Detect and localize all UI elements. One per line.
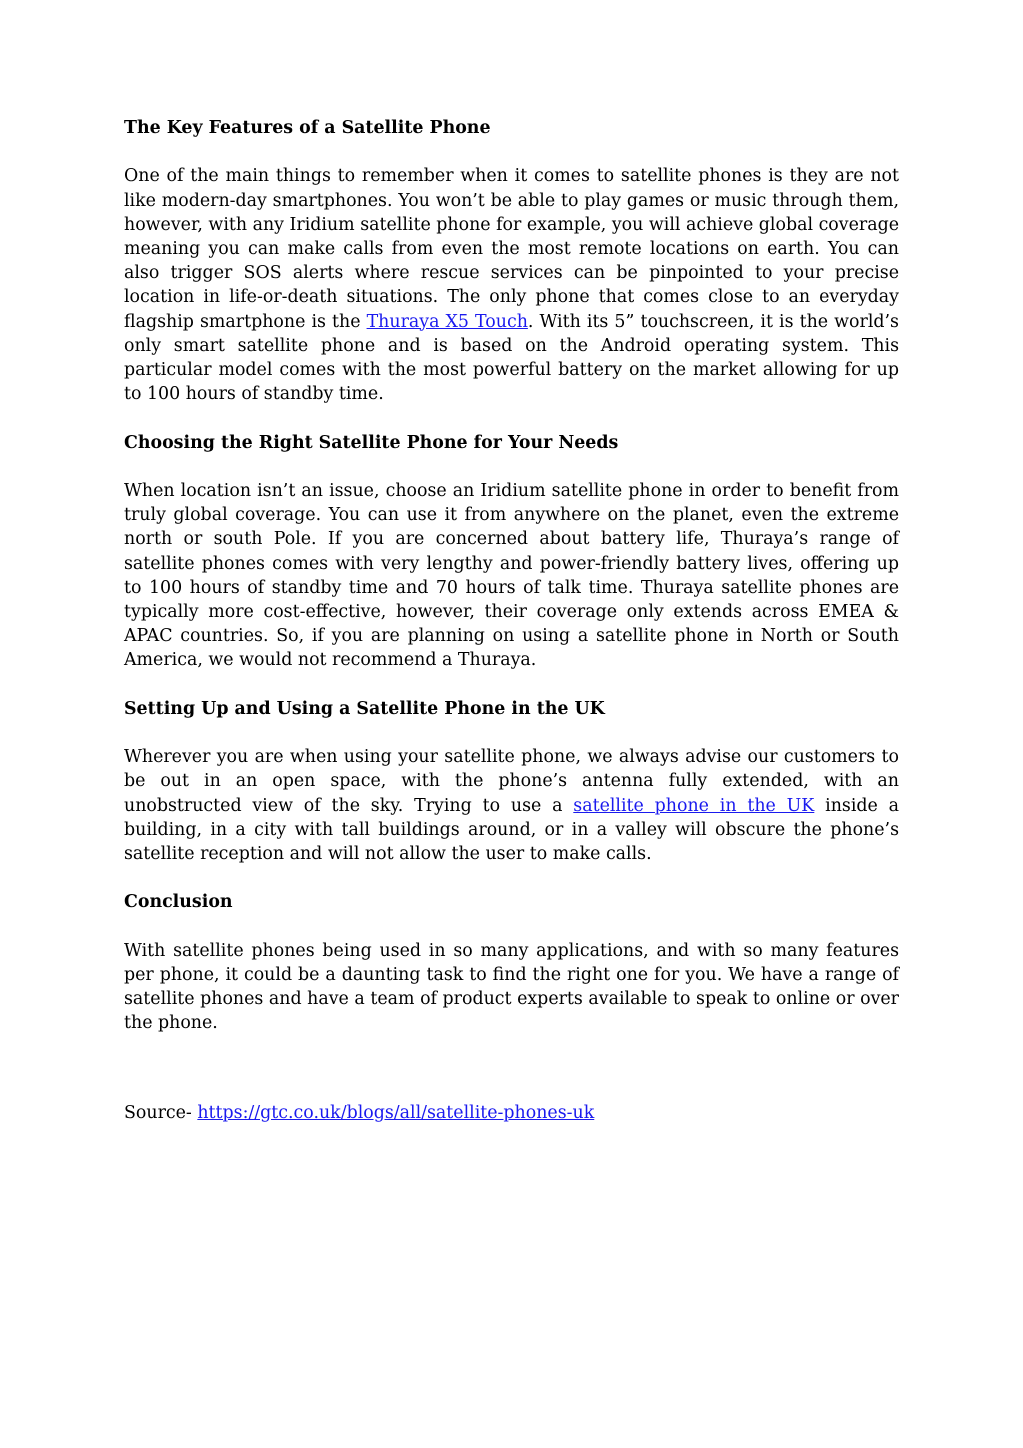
paragraph-text: inside a building, in a city with tall buildings around, or in a valley will obscure the phone’s satellite reception and will not allow the user to make calls. (124, 795, 899, 865)
source-line (124, 1101, 899, 1125)
paragraph-setting-up (124, 745, 899, 866)
section-heading-key-features: The Key Features of a Satellite Phone (124, 118, 491, 138)
source-label: Source- (124, 1102, 198, 1123)
thuraya-x5-touch-link[interactable]: Thuraya X5 Touch (366, 311, 528, 332)
paragraph-text: One of the main things to remember when it comes to satellite phones is they are not like modern-day smartphones. You won’t be able to play games or music through them, however, with any Iridium satellite phone for example, you will achieve global coverage meaning you can make calls from even the most remote locations on earth. You can also trigger SOS alerts where rescue services can be pinpointed to your precise location in life-or-death situations. The only phone that comes close to an everyday flagship smartphone is the (124, 166, 899, 332)
paragraph-choosing: When location isn’t an issue, choose an Iridium satellite phone in order to benefit from truly global coverage. You can use it from anywhere on the planet, even the extreme north or south Pole. If you are concerned about battery life, Thuraya’s range of satellite phones comes with very lengthy and power-friendly battery lives, offering up to 100 hours of standby time and 70 hours of talk time. Thuraya satellite phones are typically more cost-effective, however, their coverage only extends across EMEA & APAC countries. So, if you are planning on using a satellite phone in North or South America, we would not recommend a Thuraya. (124, 481, 899, 671)
spacer (124, 1060, 899, 1101)
document-page (124, 116, 899, 1125)
section-heading-setting-up: Setting Up and Using a Satellite Phone in the UK (124, 698, 605, 719)
satellite-phone-uk-link[interactable]: satellite phone in the UK (573, 795, 815, 816)
section-heading-conclusion: Conclusion (124, 892, 233, 913)
section-heading-choosing: Choosing the Right Satellite Phone for Your Needs (124, 432, 619, 453)
paragraph-text: . With its 5” touchscreen, it is the world’s only smart satellite phone and is based on the Android operating system. This particular model comes with the most powerful battery on the market allowing for up to 100 hours of standby time. (124, 311, 899, 405)
paragraph-text: Wherever you are when using your satellite phone, we always advise our customers to be out in an open space, with the phone’s antenna fully extended, with an unobstructed view of the sky. Trying to use a (124, 747, 899, 816)
source-url-link[interactable]: https://gtc.co.uk/blogs/all/satellite-phones-uk (197, 1102, 595, 1123)
paragraph-key-features (124, 164, 899, 406)
paragraph-conclusion: With satellite phones being used in so many applications, and with so many features per phone, it could be a daunting task to find the right one for you. We have a range of satellite phones and have a team of product experts available to speak to online or over the phone. (124, 940, 899, 1034)
